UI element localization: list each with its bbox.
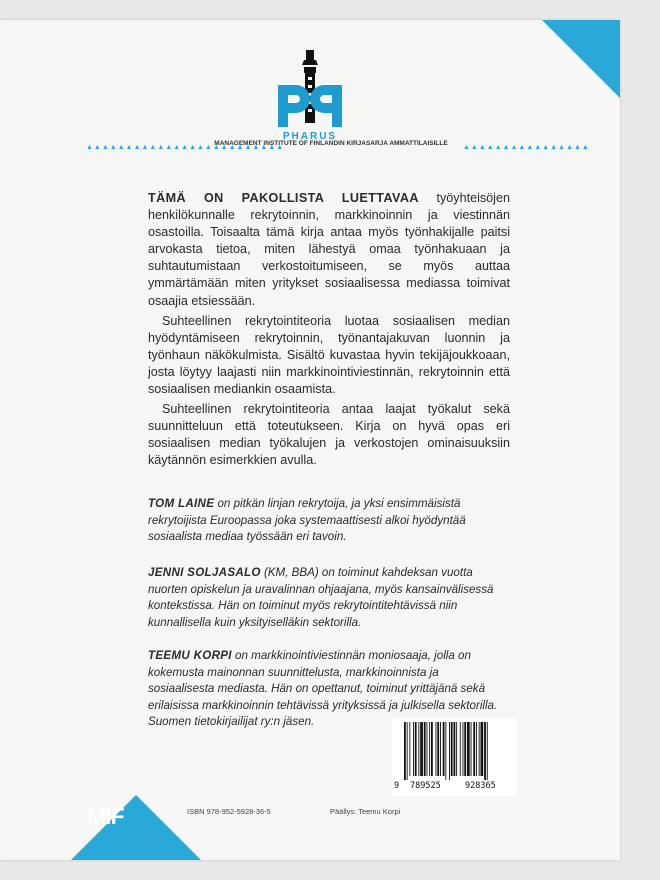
barcode-bar — [424, 722, 426, 776]
blurb — [148, 190, 510, 473]
barcode-bar — [456, 722, 457, 776]
barcode-bar — [409, 722, 410, 776]
barcode-bar — [449, 722, 450, 780]
author-bio-jenni-soljasalo — [148, 565, 510, 631]
barcode-bar — [484, 722, 486, 780]
barcode-bar — [418, 722, 419, 776]
barcode-bar — [404, 722, 406, 780]
barcode-bar — [467, 722, 470, 776]
mif-logo: MIF — [87, 803, 124, 829]
barcode-bar — [427, 722, 428, 776]
barcode-bar — [460, 722, 461, 776]
publisher-logo-text: PHARUS — [282, 131, 338, 142]
barcode-bar — [473, 722, 475, 776]
barcode-digits-left: 789525 — [410, 781, 441, 791]
barcode-bar — [413, 722, 414, 776]
blurb-paragraph — [148, 190, 510, 310]
barcode-bar — [476, 722, 477, 776]
isbn-text: ISBN 978-952-5928-36-5 — [187, 807, 271, 816]
barcode-bar — [487, 722, 488, 780]
series-line: MANAGEMENT INSTITUTE OF FINLANDIN KIRJASARJA AMMATTILAISILLE — [214, 140, 448, 147]
barcode-bar — [454, 722, 456, 776]
cover-credit: Päällys: Teemu Korpi — [330, 807, 401, 816]
barcode-bar — [481, 722, 484, 776]
blurb-paragraph-3: Suhteellinen rekrytointiteoria antaa laajat työkalut sekä suunnitteluun että toteutukseen. Kirja on hyvä opas eri sosiaalisen median työkalujen ja verkostojen ominaisuuksiin käytännön esimerkkien avulla. — [148, 402, 510, 468]
author-bio-text: on pitkän linjan rekrytoija, ja yksi ensimmäisistä rekrytoijista Euroopassa joka systemaattisesti alkoi hyödyntää sosiaalista mediaa työssään eri tavoin. — [148, 497, 466, 544]
barcode-bar — [429, 722, 430, 776]
barcode-bar — [451, 722, 453, 776]
author-bio-tom-laine — [148, 496, 510, 546]
barcode-bars-icon — [392, 718, 517, 780]
author-bio-text: (KM, BBA) on toiminut kahdeksan vuotta nuorten opiskelun ja uravalinnan ohjaajana, myös kansainvälisessä kontekstissa. Hän on toiminut myös rekrytointitehtävissä niin kunnallisella kuin yksityiselläkin sektorilla. — [148, 566, 494, 629]
barcode-bar — [445, 722, 446, 780]
author-name: TOM LAINE — [148, 497, 215, 510]
blurb-paragraph-1-text: työyhteisöjen henkilökunnalle rekrytoinnin, markkinoinnin ja viestinnän osastoilla. Toisaalta tämä kirja antaa myös työnhakijalle paitsi arvokasta tietoa, miten lähestyä omaa työnhakuaan ja suhtautumistaan verkostoitumiseen, se myös auttaa ymmärtämään miten yritykset sosiaalisessa mediassa toimivat osaajia etsiessään. — [148, 191, 510, 308]
decorative-dots-right: ▲▲▲▲▲▲▲▲▲▲▲▲▲▲▲▲ — [463, 144, 590, 151]
decorative-dots-left: ▲▲▲▲▲▲▲▲▲▲▲▲▲▲▲▲▲▲▲▲▲▲▲▲▲ — [86, 144, 285, 151]
barcode-bar — [436, 722, 437, 776]
book-back-cover — [0, 20, 620, 860]
barcode-bar — [463, 722, 464, 776]
barcode-bar — [431, 722, 433, 776]
barcode-digit-first: 9 — [394, 781, 400, 791]
author-name: JENNI SOLJASALO — [148, 566, 261, 579]
blurb-paragraph-2: Suhteellinen rekrytointiteoria luotaa sosiaalisen median hyödyntämiseen rekrytoinnin, työnantajakuvan luonnin ja työnhaun näkökulmista. Sisältö kuvastaa hyvin tekijäjoukkoaan, josta löytyy laajasti niin markkinointiviestinnän, rekrytoinnin että sosiaalisen mediankin osaamista. — [148, 313, 510, 397]
blurb-lead: TÄMÄ ON PAKOLLISTA LUETTAVAA — [148, 191, 419, 205]
barcode-bar — [479, 722, 480, 776]
barcode-bar — [420, 722, 423, 776]
lighthouse-logo-icon — [270, 45, 350, 135]
barcode-bar — [415, 722, 417, 776]
author-bio-text: on markkinointiviestinnän moniosaaja, jolla on kokemusta mainonnan suunnittelusta, markkinoinnista ja sosiaalisesta mediasta. Hän on opettanut, toiminut yrittäjänä sekä erilaisissa markkinoinnin tehtävissä yrityksissä ja julkisella sektorilla. Suomen tietokirjailijat ry:n jäsen. — [148, 649, 498, 729]
barcode-bar — [440, 722, 441, 776]
author-name: TEEMU KORPI — [148, 649, 232, 662]
barcode-bar — [407, 722, 408, 780]
isbn-barcode — [392, 718, 517, 796]
barcode-bar — [437, 722, 439, 776]
barcode-digits-right: 928365 — [465, 781, 496, 791]
corner-triangle-top-right — [542, 20, 620, 98]
barcode-bar — [464, 722, 466, 776]
barcode-bar — [443, 722, 445, 776]
barcode-bar — [471, 722, 472, 776]
